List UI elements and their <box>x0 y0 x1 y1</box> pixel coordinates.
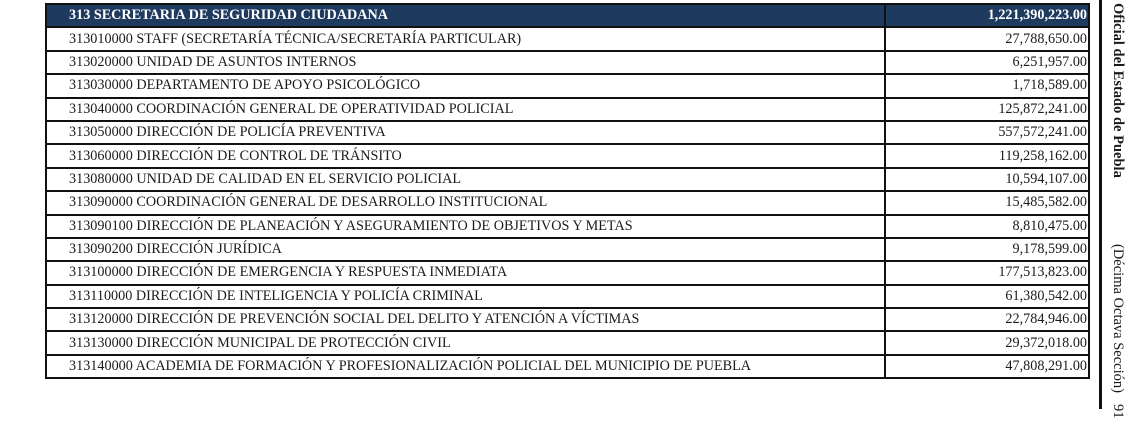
row-amount: 9,178,599.00 <box>885 238 1089 261</box>
table-row <box>46 261 1089 284</box>
table-row <box>46 98 1089 121</box>
header-label: 313 SECRETARIA DE SEGURIDAD CIUDADANA <box>46 4 885 27</box>
row-amount: 47,808,291.00 <box>885 355 1089 378</box>
table-header-row <box>46 4 1089 27</box>
budget-table <box>45 3 1090 379</box>
row-label: 313110000 DIRECCIÓN DE INTELIGENCIA Y POLICÍA CRIMINAL <box>46 285 885 308</box>
row-amount: 8,810,475.00 <box>885 215 1089 238</box>
table-row <box>46 285 1089 308</box>
table-row <box>46 144 1089 167</box>
row-label: 313030000 DEPARTAMENTO DE APOYO PSICOLÓGICO <box>46 74 885 97</box>
table-row <box>46 355 1089 378</box>
row-amount: 10,594,107.00 <box>885 168 1089 191</box>
row-label: 313100000 DIRECCIÓN DE EMERGENCIA Y RESPUESTA INMEDIATA <box>46 261 885 284</box>
row-amount: 6,251,957.00 <box>885 51 1089 74</box>
row-amount: 15,485,582.00 <box>885 191 1089 214</box>
row-label: 313040000 COORDINACIÓN GENERAL DE OPERATIVIDAD POLICIAL <box>46 98 885 121</box>
row-label: 313090200 DIRECCIÓN JURÍDICA <box>46 238 885 261</box>
row-amount: 125,872,241.00 <box>885 98 1089 121</box>
section-label: (Décima Octava Sección) <box>1110 244 1126 393</box>
row-label: 313050000 DIRECCIÓN DE POLICÍA PREVENTIVA <box>46 121 885 144</box>
row-label: 313080000 UNIDAD DE CALIDAD EN EL SERVICIO POLICIAL <box>46 168 885 191</box>
row-label: 313020000 UNIDAD DE ASUNTOS INTERNOS <box>46 51 885 74</box>
header-amount: 1,221,390,223.00 <box>885 4 1089 27</box>
row-amount: 1,718,589.00 <box>885 74 1089 97</box>
row-label: 313140000 ACADEMIA DE FORMACIÓN Y PROFESIONALIZACIÓN POLICIAL DEL MUNICIPIO DE PUEBLA <box>46 355 885 378</box>
table-row <box>46 74 1089 97</box>
row-label: 313010000 STAFF (SECRETARÍA TÉCNICA/SECRETARÍA PARTICULAR) <box>46 27 885 50</box>
table-row <box>46 331 1089 354</box>
row-label: 313130000 DIRECCIÓN MUNICIPAL DE PROTECCIÓN CIVIL <box>46 331 885 354</box>
row-amount: 27,788,650.00 <box>885 27 1089 50</box>
table-row <box>46 238 1089 261</box>
row-amount: 119,258,162.00 <box>885 144 1089 167</box>
row-amount: 29,372,018.00 <box>885 331 1089 354</box>
table-row <box>46 191 1089 214</box>
table-row <box>46 27 1089 50</box>
table-row <box>46 51 1089 74</box>
page-margin-header <box>1102 0 1132 420</box>
table-row <box>46 168 1089 191</box>
table-row <box>46 121 1089 144</box>
table-row <box>46 215 1089 238</box>
row-label: 313090100 DIRECCIÓN DE PLANEACIÓN Y ASEGURAMIENTO DE OBJETIVOS Y METAS <box>46 215 885 238</box>
row-amount: 177,513,823.00 <box>885 261 1089 284</box>
table-row <box>46 308 1089 331</box>
row-amount: 22,784,946.00 <box>885 308 1089 331</box>
row-label: 313120000 DIRECCIÓN DE PREVENCIÓN SOCIAL DEL DELITO Y ATENCIÓN A VÍCTIMAS <box>46 308 885 331</box>
row-amount: 557,572,241.00 <box>885 121 1089 144</box>
publication-title: Oficial del Estado de Puebla <box>1110 3 1126 178</box>
row-label: 313060000 DIRECCIÓN DE CONTROL DE TRÁNSITO <box>46 144 885 167</box>
page-number: 91 <box>1110 404 1126 419</box>
row-label: 313090000 COORDINACIÓN GENERAL DE DESARROLLO INSTITUCIONAL <box>46 191 885 214</box>
row-amount: 61,380,542.00 <box>885 285 1089 308</box>
